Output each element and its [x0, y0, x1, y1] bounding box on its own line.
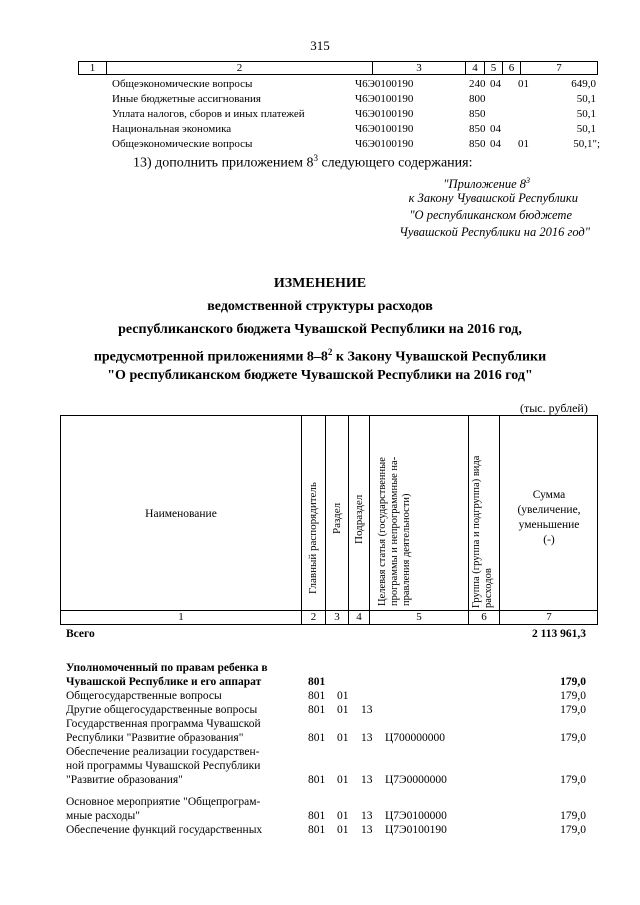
row-razdel: 04: [490, 138, 501, 150]
row-target: Ч6Э0100190: [355, 78, 414, 90]
colnum-7: 7: [499, 611, 598, 624]
row-glavny: 801: [308, 774, 326, 786]
row-group: 240: [469, 78, 486, 90]
amendment-text-tail: следующего содержания:: [317, 155, 473, 171]
divider: [369, 416, 370, 610]
row-sum: 50,1: [576, 123, 596, 135]
col-glavny-header: Главный распорядитель: [307, 482, 319, 594]
col-razdel-header: Раздел: [331, 502, 343, 534]
divider: [301, 416, 302, 610]
row-group: 800: [469, 93, 486, 105]
row-sum: 179,0: [560, 774, 586, 786]
row-sum: 179,0: [560, 810, 586, 822]
row-target: Ц7Э0000000: [385, 774, 447, 786]
row-name: Уплата налогов, сборов и иных платежей: [112, 108, 305, 120]
row-razdel: 01: [337, 732, 349, 744]
col-name-header: Наименование: [145, 508, 217, 520]
col-num-3: 3: [373, 62, 466, 75]
row-podrazdel: 13: [361, 774, 373, 786]
col-sum-l1: Сумма: [532, 489, 566, 501]
row-name: Общегосударственные вопросы: [66, 690, 222, 702]
row-name: ной программы Чувашской Республики: [66, 760, 261, 772]
col-num-5: 5: [485, 62, 503, 75]
row-name: Основное мероприятие "Общепрограм-: [66, 796, 261, 808]
row-glavny: 801: [308, 732, 326, 744]
colnum-4: 4: [348, 611, 369, 624]
row-name: Национальная экономика: [112, 123, 232, 135]
col-num-2: 2: [107, 62, 373, 75]
row-podrazdel: 13: [361, 810, 373, 822]
row-glavny: 801: [308, 676, 326, 688]
appendix-line-2: к Закону Чувашской Республики: [408, 191, 578, 205]
doc-subtitle-3a: предусмотренной приложениями 8–8: [93, 349, 328, 365]
row-sum: 50,1";: [573, 138, 600, 150]
row-target: Ц700000000: [385, 732, 446, 744]
row-razdel: 01: [337, 774, 349, 786]
row-sum: 50,1: [576, 93, 596, 105]
row-name: мные расходы": [66, 810, 140, 822]
row-sum: 179,0: [560, 824, 586, 836]
row-glavny: 801: [308, 824, 326, 836]
total-label: Всего: [66, 628, 95, 640]
row-sum: 179,0: [560, 690, 586, 702]
row-target: Ч6Э0100190: [355, 108, 414, 120]
col-group-header: Группа (группа и подгруппа) вида расходов: [471, 455, 494, 608]
page-number: 315: [310, 38, 330, 53]
col-num-7: 7: [521, 62, 598, 75]
row-group: 850: [469, 123, 486, 135]
appendix-line-4: Чувашской Республики на 2016 год": [399, 225, 590, 239]
row-razdel: 01: [337, 824, 349, 836]
colnum-6: 6: [468, 611, 499, 624]
row-podrazdel: 13: [361, 704, 373, 716]
row-podrazdel: 01: [518, 78, 529, 90]
col-num-6: 6: [503, 62, 521, 75]
total-sum: 2 113 961,3: [532, 628, 586, 640]
col-sum-l2: (увеличение,: [517, 504, 581, 516]
row-name: Чувашской Республике и его аппарат: [66, 676, 262, 688]
col-sum-l4: (-): [543, 534, 555, 546]
appendix-sup: 3: [526, 176, 530, 185]
row-group: 850: [469, 138, 486, 150]
amendment-text-main: 13) дополнить приложением 8: [133, 155, 314, 171]
amendment-sup: 3: [313, 153, 318, 163]
col-sum-l3: уменьшение: [518, 519, 580, 531]
units-label: (тыс. рублей): [520, 401, 588, 415]
col-num-1: 1: [79, 62, 107, 75]
row-target: Ч6Э0100190: [355, 93, 414, 105]
doc-subtitle-4: "О республиканском бюджете Чувашской Республики на 2016 год": [107, 368, 533, 383]
continuation-table-header: [78, 61, 598, 75]
row-razdel: 04: [490, 78, 501, 90]
row-sum: 179,0: [560, 704, 586, 716]
row-name: Иные бюджетные ассигнования: [112, 93, 261, 105]
row-razdel: 01: [337, 704, 349, 716]
row-razdel: 04: [490, 123, 501, 135]
doc-subtitle-2: республиканского бюджета Чувашской Республики на 2016 год,: [118, 322, 522, 337]
row-glavny: 801: [308, 704, 326, 716]
row-name: Государственная программа Чувашской: [66, 718, 261, 730]
row-name: Уполномоченный по правам ребенка в: [66, 662, 268, 674]
doc-subtitle-1: ведомственной структуры расходов: [207, 299, 433, 314]
row-sum: 50,1: [576, 108, 596, 120]
row-name: Обеспечение функций государственных: [66, 824, 263, 836]
row-target: Ц7Э0100000: [385, 810, 447, 822]
colnum-1: 1: [178, 611, 184, 623]
row-name: Республики "Развитие образования": [66, 732, 244, 744]
divider: [325, 416, 326, 610]
row-razdel: 01: [337, 690, 349, 702]
row-target: Ч6Э0100190: [355, 123, 414, 135]
column-number-row: [60, 611, 598, 625]
col-podrazdel-header: Подраздел: [353, 494, 365, 544]
row-glavny: 801: [308, 690, 326, 702]
appendix-title: "Приложение 8: [443, 177, 526, 192]
divider: [468, 416, 469, 610]
row-sum: 179,0: [560, 676, 586, 688]
colnum-5: 5: [369, 611, 468, 624]
row-name: Общеэкономические вопросы: [112, 78, 253, 90]
divider: [348, 416, 349, 610]
appendix-line-3: "О республиканском бюджете: [409, 208, 572, 222]
row-target: Ц7Э0100190: [385, 824, 447, 836]
row-razdel: 01: [337, 810, 349, 822]
row-name: Обеспечение реализации государствен-: [66, 746, 260, 758]
row-podrazdel: 13: [361, 732, 373, 744]
row-name: "Развитие образования": [66, 774, 183, 786]
row-sum: 649,0: [571, 78, 596, 90]
row-name: Общеэкономические вопросы: [112, 138, 253, 150]
doc-title: ИЗМЕНЕНИЕ: [273, 276, 367, 291]
row-group: 850: [469, 108, 486, 120]
col-target-header: Целевая статья (государственные программы и непрограммные на-правления деятельности): [377, 456, 412, 606]
doc-subtitle-3b: к Закону Чувашской Республики: [332, 349, 547, 365]
doc-subtitle-3-sup: 2: [327, 347, 333, 357]
col-sum-header: [499, 488, 599, 548]
row-target: Ч6Э0100190: [355, 138, 414, 150]
row-name: Другие общегосударственные вопросы: [66, 704, 258, 716]
row-glavny: 801: [308, 810, 326, 822]
col-num-4: 4: [466, 62, 485, 75]
row-podrazdel: 13: [361, 824, 373, 836]
row-sum: 179,0: [560, 732, 586, 744]
main-table-header: [60, 415, 598, 611]
row-podrazdel: 01: [518, 138, 529, 150]
amendment-text: [133, 153, 473, 172]
colnum-3: 3: [325, 611, 348, 624]
colnum-2: 2: [301, 611, 325, 624]
